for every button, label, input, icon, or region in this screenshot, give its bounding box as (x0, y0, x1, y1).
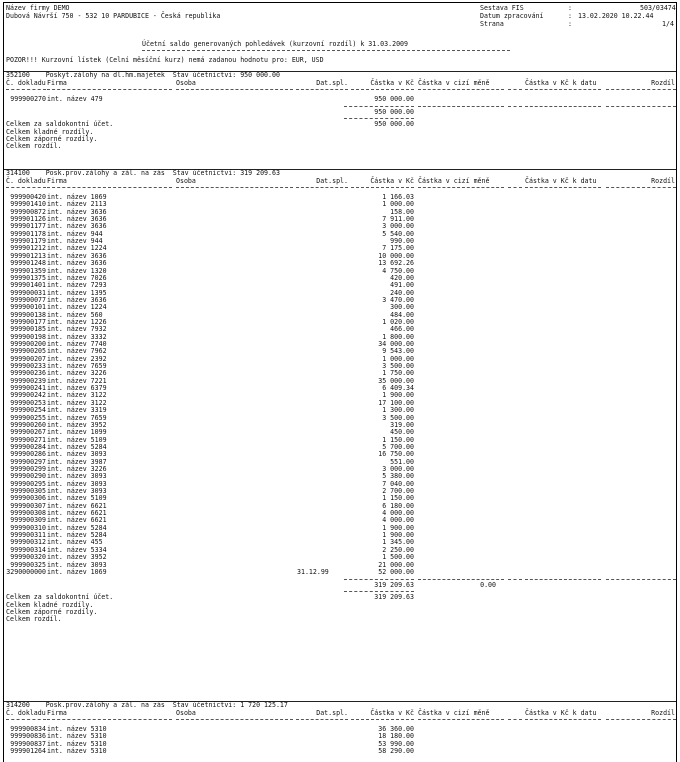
row-doc: 999900138 (10, 310, 46, 319)
subtotal-amount: 950 000.00 (374, 108, 414, 117)
column-underline-amount (351, 89, 414, 90)
row-amount: 3 000.00 (382, 464, 414, 473)
row-company: int. název 7659 (47, 413, 107, 422)
row-doc: 999901410 (10, 200, 46, 209)
column-due: Dat.spl. (316, 177, 348, 185)
row-doc: 999900207 (10, 354, 46, 363)
row-amount: 491.00 (390, 281, 414, 290)
column-underline-diff (606, 719, 676, 720)
row-doc: 999901126 (10, 215, 46, 224)
row-doc: 999900307 (10, 501, 46, 510)
row-amount: 9 543.00 (382, 347, 414, 356)
column-underline-due (296, 89, 348, 90)
column-underline-currency (508, 719, 522, 720)
row-company: int. název 6621 (47, 509, 107, 518)
column-doc: Č. dokladu (6, 79, 46, 87)
row-company: int. název 560 (47, 310, 103, 319)
section-heading: 352100 Poskyt.zálohy na dl.hm.majetek Stav účetnictví: 950 000.00 (6, 71, 280, 79)
page-number: 1/4 (662, 20, 674, 28)
column-amount-czk-date: Částka v Kč k datu (525, 79, 597, 87)
column-underline-foreign (418, 187, 504, 188)
company-name: Název firmy DEMO (6, 4, 70, 12)
row-amount: 420.00 (390, 273, 414, 282)
row-company: int. název 3093 (47, 450, 107, 459)
row-amount: 950 000.00 (374, 95, 414, 103)
row-amount: 158.00 (390, 207, 414, 216)
column-underline-person (176, 89, 293, 90)
column-diff: Rozdíl (651, 177, 675, 185)
row-company: int. název 3636 (47, 222, 107, 231)
column-amount-foreign: Částka v cizí měně (418, 177, 490, 185)
column-underline-date (525, 719, 601, 720)
row-company: int. název 5109 (47, 435, 107, 444)
row-company: int. název 1226 (47, 317, 107, 326)
column-underline-amount (351, 719, 414, 720)
column-amount-foreign: Částka v cizí měně (418, 79, 490, 87)
row-doc: 999901177 (10, 222, 46, 231)
row-doc: 999900077 (10, 295, 46, 304)
row-doc: 999900241 (10, 384, 46, 393)
row-doc: 999900325 (10, 560, 46, 569)
row-doc: 999900314 (10, 545, 46, 554)
row-doc: 999900305 (10, 487, 46, 495)
row-amount: 36 360.00 (378, 725, 414, 733)
column-underline-date (525, 187, 601, 188)
page-border-top (3, 2, 677, 3)
row-doc: 999900286 (10, 450, 46, 459)
subtotal-rule-date (525, 579, 601, 580)
company-address: Dubová Návrší 750 - 532 10 PARDUBICE - Česká republika (6, 12, 221, 20)
row-company: int. název 455 (47, 538, 103, 547)
column-doc: Č. dokladu (6, 709, 46, 717)
subtotal-rule-foreign (418, 106, 504, 107)
row-amount: 52 000.00 (378, 567, 414, 576)
row-company: int. název 5109 (47, 494, 107, 503)
column-underline-person (176, 719, 293, 720)
row-company: int. název 3122 (47, 391, 107, 400)
column-underline-doc (6, 187, 46, 188)
row-amount: 2 700.00 (382, 487, 414, 495)
report-id: 503/03474 (640, 4, 676, 12)
column-due: Dat.spl. (316, 709, 348, 717)
row-amount: 1 000.00 (382, 200, 414, 209)
subtotal-rule-date (525, 106, 601, 107)
subtotal-amount: 319 209.63 (374, 581, 414, 590)
row-doc: 999901213 (10, 251, 46, 260)
row-amount: 1 900.00 (382, 531, 414, 540)
page-colon: : (568, 20, 572, 28)
column-person: Osoba (176, 177, 196, 185)
row-company: int. název 5310 (47, 725, 107, 733)
column-person: Osoba (176, 709, 196, 717)
row-doc: 999900312 (10, 538, 46, 547)
row-doc: 999900284 (10, 442, 46, 451)
summary-total-diff: Celkem rozdíl. (6, 142, 62, 151)
row-company: int. název 944 (47, 237, 103, 246)
date-value: 13.02.2020 10.22.44 (578, 12, 654, 20)
row-amount: 6 180.00 (382, 501, 414, 510)
row-company: int. název 7293 (47, 281, 107, 290)
row-company: int. název 5310 (47, 739, 107, 748)
row-amount: 551.00 (390, 457, 414, 466)
column-amount-czk-date: Částka v Kč k datu (525, 177, 597, 185)
row-amount: 1 020.00 (382, 317, 414, 326)
column-underline-person (176, 187, 293, 188)
total-rule (344, 591, 414, 592)
row-company: int. název 2392 (47, 354, 107, 363)
row-doc: 999901178 (10, 229, 46, 238)
column-person: Osoba (176, 79, 196, 87)
exchange-rate-warning: POZOR!!! Kurzovní lístek (Celní měsíční kurz) nemá zadanou hodnotu pro: EUR, USD (6, 56, 324, 64)
row-doc: 999900299 (10, 464, 46, 473)
column-underline-date (525, 89, 601, 90)
row-company: int. název 7740 (47, 340, 107, 348)
row-doc: 999900177 (10, 317, 46, 326)
row-amount: 1 150.00 (382, 494, 414, 503)
summary-positive: Celkem kladné rozdíly. (6, 600, 94, 609)
column-amount-czk: Částka v Kč (370, 79, 414, 87)
row-amount: 7 911.00 (382, 215, 414, 224)
row-amount: 466.00 (390, 325, 414, 334)
row-company: int. název 5310 (47, 747, 107, 756)
row-doc: 999900185 (10, 325, 46, 334)
row-company: int. název 7026 (47, 273, 107, 282)
row-doc: 999900308 (10, 509, 46, 518)
row-company: int. název 6621 (47, 501, 107, 510)
column-amount-foreign: Částka v cizí měně (418, 709, 490, 717)
row-company: int. název 5284 (47, 531, 107, 540)
row-amount: 484.00 (390, 310, 414, 319)
row-company: int. název 3093 (47, 472, 107, 481)
row-company: int. název 3093 (47, 479, 107, 488)
row-doc: 999900309 (10, 516, 46, 525)
row-amount: 2 250.00 (382, 545, 414, 554)
row-doc: 999900242 (10, 391, 46, 400)
row-amount: 1 500.00 (382, 553, 414, 562)
report-colon: : (568, 4, 572, 12)
row-amount: 21 000.00 (378, 560, 414, 569)
row-amount: 1 150.00 (382, 435, 414, 444)
row-company: int. název 5284 (47, 442, 107, 451)
row-amount: 1 800.00 (382, 332, 414, 341)
row-company: int. název 1069 (47, 193, 107, 201)
row-doc: 999900260 (10, 420, 46, 429)
row-amount: 4 000.00 (382, 509, 414, 518)
column-underline-company (47, 719, 172, 720)
row-company: int. název 3093 (47, 560, 107, 569)
row-amount: 1 750.00 (382, 369, 414, 378)
row-doc: 999900267 (10, 428, 46, 437)
column-underline-due (296, 187, 348, 188)
section-heading: 314100 Posk.prov.zálohy a zál. na zás Stav účetnictví: 319 209.63 (6, 169, 280, 177)
row-amount: 1 166.03 (382, 193, 414, 201)
summary-total: Celkem za saldokontní účet. (6, 593, 114, 602)
row-doc: 999900837 (10, 739, 46, 748)
row-amount: 58 290.00 (378, 747, 414, 756)
row-doc: 999900270 (10, 95, 46, 103)
row-company: int. název 3952 (47, 420, 107, 429)
row-doc: 999900297 (10, 457, 46, 466)
row-doc: 999900233 (10, 362, 46, 371)
row-amount: 990.00 (390, 237, 414, 246)
row-company: int. název 3987 (47, 457, 107, 466)
row-amount: 300.00 (390, 303, 414, 312)
row-doc: 999900295 (10, 479, 46, 488)
row-company: int. název 3093 (47, 487, 107, 495)
row-amount: 6 409.34 (382, 384, 414, 393)
row-amount: 4 000.00 (382, 516, 414, 525)
row-company: int. název 5310 (47, 732, 107, 741)
row-company: int. název 3636 (47, 251, 107, 260)
row-doc: 3290000000 (6, 567, 46, 576)
row-company: int. název 5284 (47, 523, 107, 532)
row-doc: 999900834 (10, 725, 46, 733)
row-company: int. název 3636 (47, 207, 107, 216)
date-label: Datum zpracování (480, 12, 544, 20)
row-doc: 999901401 (10, 281, 46, 290)
row-doc: 999900253 (10, 398, 46, 407)
row-company: int. název 1320 (47, 266, 107, 275)
row-amount: 5 700.00 (382, 442, 414, 451)
column-underline-company (47, 89, 172, 90)
row-doc: 999900255 (10, 413, 46, 422)
summary-positive: Celkem kladné rozdíly. (6, 127, 94, 136)
row-company: int. název 944 (47, 229, 103, 238)
row-amount: 18 180.00 (378, 732, 414, 741)
row-doc: 999900320 (10, 553, 46, 562)
row-company: int. název 2113 (47, 200, 107, 209)
report-label: Sestava FIS (480, 4, 524, 12)
column-underline-due (296, 719, 348, 720)
row-company: int. název 7932 (47, 325, 107, 334)
row-amount: 34 000.00 (378, 340, 414, 348)
row-amount: 3 470.00 (382, 295, 414, 304)
column-diff: Rozdíl (651, 79, 675, 87)
subtotal-rule-foreign (418, 579, 504, 580)
subtotal-rule-diff (606, 106, 676, 107)
column-due: Dat.spl. (316, 79, 348, 87)
row-amount: 13 692.26 (378, 259, 414, 268)
row-amount: 3 500.00 (382, 413, 414, 422)
row-amount: 450.00 (390, 428, 414, 437)
row-company: int. název 1224 (47, 244, 107, 253)
row-doc: 999900200 (10, 340, 46, 348)
column-underline-amount (351, 187, 414, 188)
page-border-left (3, 2, 4, 762)
row-doc: 999900031 (10, 288, 46, 297)
row-company: int. název 3952 (47, 553, 107, 562)
row-amount: 53 990.00 (378, 739, 414, 748)
column-underline-foreign (418, 719, 504, 720)
row-doc: 999900310 (10, 523, 46, 532)
row-amount: 1 900.00 (382, 391, 414, 400)
row-doc: 999901179 (10, 237, 46, 246)
subtotal-rule-amount (344, 106, 414, 107)
section-heading: 314200 Posk.prov.zálohy a zál. na zás Stav účetnictví: 1 720 125.17 (6, 701, 288, 709)
column-underline-diff (606, 89, 676, 90)
row-amount: 17 100.00 (378, 398, 414, 407)
row-amount: 7 175.00 (382, 244, 414, 253)
column-company: Firma (47, 79, 67, 87)
column-company: Firma (47, 709, 67, 717)
row-amount: 10 000.00 (378, 251, 414, 260)
column-company: Firma (47, 177, 67, 185)
row-company: int. název 1099 (47, 428, 107, 437)
row-amount: 3 500.00 (382, 362, 414, 371)
row-amount: 7 040.00 (382, 479, 414, 488)
column-underline-foreign (418, 89, 504, 90)
row-company: int. název 1395 (47, 288, 107, 297)
row-company: int. název 3636 (47, 295, 107, 304)
row-amount: 5 380.00 (382, 472, 414, 481)
column-underline-currency (508, 187, 522, 188)
row-doc: 999900239 (10, 376, 46, 385)
row-doc: 999901248 (10, 259, 46, 268)
row-doc: 999900420 (10, 193, 46, 201)
column-amount-czk: Částka v Kč (370, 177, 414, 185)
row-amount: 35 000.00 (378, 376, 414, 385)
row-company: int. název 7659 (47, 362, 107, 371)
row-doc: 999901375 (10, 273, 46, 282)
column-amount-czk-date: Částka v Kč k datu (525, 709, 597, 717)
row-doc: 999900872 (10, 207, 46, 216)
column-underline-diff (606, 187, 676, 188)
row-company: int. název 1224 (47, 303, 107, 312)
row-company: int. název 3319 (47, 406, 107, 415)
column-doc: Č. dokladu (6, 177, 46, 185)
subtotal-foreign: 0.00 (480, 581, 496, 590)
column-underline-company (47, 187, 172, 188)
summary-negative: Celkem záporné rozdíly. (6, 135, 98, 144)
row-amount: 1 900.00 (382, 523, 414, 532)
row-doc: 999900236 (10, 369, 46, 378)
row-amount: 1 345.00 (382, 538, 414, 547)
subtotal-rule-currency (508, 106, 522, 107)
row-amount: 16 750.00 (378, 450, 414, 459)
row-doc: 999900101 (10, 303, 46, 312)
summary-total: Celkem za saldokontní účet. (6, 120, 114, 129)
row-company: int. název 3122 (47, 398, 107, 407)
column-diff: Rozdíl (651, 709, 675, 717)
summary-total-diff: Celkem rozdíl. (6, 615, 62, 624)
row-company: int. název 3226 (47, 369, 107, 378)
summary-negative: Celkem záporné rozdíly. (6, 607, 98, 616)
total-rule (344, 118, 414, 119)
subtotal-rule-amount (344, 579, 414, 580)
row-doc: 999900306 (10, 494, 46, 503)
row-doc: 999900271 (10, 435, 46, 444)
subtotal-rule-currency (508, 579, 522, 580)
row-company: int. název 5334 (47, 545, 107, 554)
row-due: 31.12.99 (297, 567, 329, 576)
row-amount: 4 750.00 (382, 266, 414, 275)
account-total: 950 000.00 (374, 120, 414, 129)
row-company: int. název 3226 (47, 464, 107, 473)
page-border-right (676, 2, 677, 762)
row-amount: 1 000.00 (382, 354, 414, 363)
column-underline-doc (6, 719, 46, 720)
row-amount: 1 300.00 (382, 406, 414, 415)
row-company: int. název 3636 (47, 215, 107, 224)
row-doc: 999901212 (10, 244, 46, 253)
row-amount: 319.00 (390, 420, 414, 429)
row-company: int. název 6379 (47, 384, 107, 393)
row-company: int. název 6621 (47, 516, 107, 525)
column-underline-currency (508, 89, 522, 90)
row-amount: 240.00 (390, 288, 414, 297)
row-doc: 999900290 (10, 472, 46, 481)
row-company: int. název 3636 (47, 259, 107, 268)
row-doc: 999901264 (10, 747, 46, 756)
row-company: int. název 7221 (47, 376, 107, 385)
row-company: int. název 3332 (47, 332, 107, 341)
account-total: 319 209.63 (374, 593, 414, 602)
column-underline-doc (6, 89, 46, 90)
row-doc: 999900254 (10, 406, 46, 415)
row-doc: 999900836 (10, 732, 46, 741)
row-doc: 999901359 (10, 266, 46, 275)
row-doc: 999900311 (10, 531, 46, 540)
row-company: int. název 1069 (47, 567, 107, 576)
row-amount: 3 000.00 (382, 222, 414, 231)
report-title: Účetní saldo generovaných pohledávek (kurzovní rozdíl) k 31.03.2009 (142, 40, 408, 48)
column-amount-czk: Částka v Kč (370, 709, 414, 717)
row-amount: 5 540.00 (382, 229, 414, 238)
title-underline (142, 50, 510, 51)
date-colon: : (568, 12, 572, 20)
row-doc: 999900205 (10, 347, 46, 356)
row-doc: 999900198 (10, 332, 46, 341)
row-company: int. název 7962 (47, 347, 107, 356)
row-company: int. název 479 (47, 95, 103, 103)
page-label: Strana (480, 20, 504, 28)
subtotal-rule-diff (606, 579, 676, 580)
